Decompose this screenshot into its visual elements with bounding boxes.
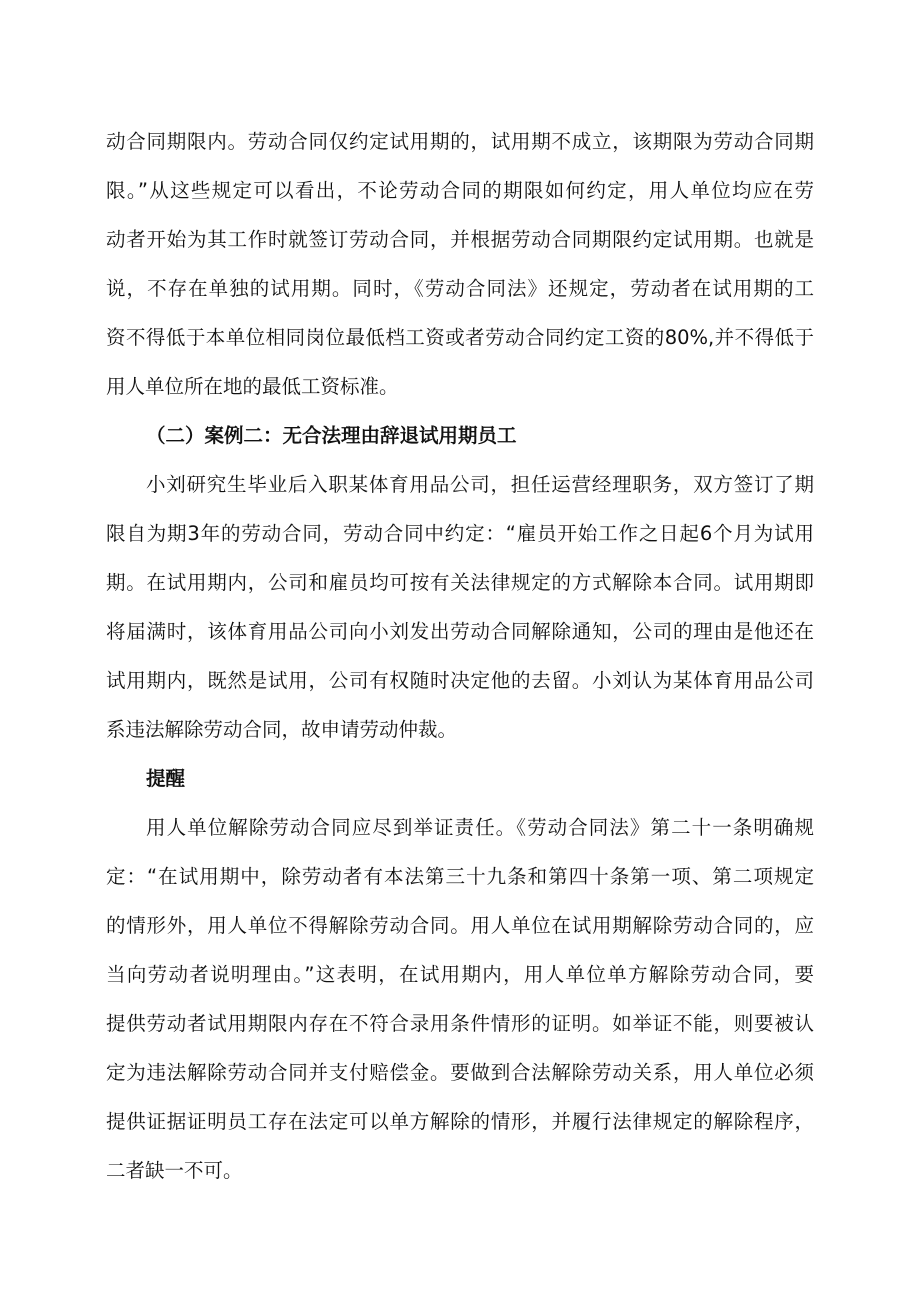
paragraph-line: 将届满时，该体育用品公司向小刘发出劳动合同解除通知，公司的理由是他还在 — [106, 620, 814, 643]
paragraph-line: 说，不存在单独的试用期。同时，《劳动合同法》还规定，劳动者在试用期的工 — [106, 277, 814, 300]
paragraph-line: 定为违法解除劳动合同并支付赔偿金。要做到合法解除劳动关系，用人单位必须 — [106, 1061, 814, 1084]
paragraph-line: 小刘研究生毕业后入职某体育用品公司，担任运营经理职务，双方签订了期 — [146, 473, 814, 496]
section-heading-reminder: 提醒 — [146, 767, 186, 790]
paragraph-line: 动者开始为其工作时就签订劳动合同，并根据劳动合同期限约定试用期。也就是 — [106, 228, 814, 251]
section-heading-case-2: （二）案例二：无合法理由辞退试用期员工 — [146, 424, 517, 447]
paragraph-line: 用人单位所在地的最低工资标准。 — [106, 375, 399, 398]
paragraph-line: 动合同期限内。劳动合同仅约定试用期的，试用期不成立，该期限为劳动合同期 — [106, 130, 814, 153]
paragraph-line: 的情形外，用人单位不得解除劳动合同。用人单位在试用期解除劳动合同的，应 — [106, 914, 814, 937]
paragraph-line: 提供劳动者试用期限内存在不符合录用条件情形的证明。如举证不能，则要被认 — [106, 1012, 814, 1035]
paragraph-line: 资不得低于本单位相同岗位最低档工资或者劳动合同约定工资的80%,并不得低于 — [106, 326, 814, 349]
paragraph-line: 当向劳动者说明理由。”这表明，在试用期内，用人单位单方解除劳动合同，要 — [106, 963, 814, 986]
paragraph-line: 期。在试用期内，公司和雇员均可按有关法律规定的方式解除本合同。试用期即 — [106, 571, 814, 594]
paragraph-line: 提供证据证明员工存在法定可以单方解除的情形，并履行法律规定的解除程序， — [106, 1110, 814, 1133]
paragraph-line: 试用期内，既然是试用，公司有权随时决定他的去留。小刘认为某体育用品公司 — [106, 669, 814, 692]
paragraph-line: 限自为期3年的劳动合同，劳动合同中约定：“雇员开始工作之日起6个月为试用 — [106, 522, 814, 545]
paragraph-line: 用人单位解除劳动合同应尽到举证责任。《劳动合同法》第二十一条明确规 — [146, 816, 814, 839]
paragraph-line: 系违法解除劳动合同，故申请劳动仲裁。 — [106, 718, 458, 741]
paragraph-line: 定：“在试用期中，除劳动者有本法第三十九条和第四十条第一项、第二项规定 — [106, 865, 814, 888]
paragraph-line: 限。”从这些规定可以看出，不论劳动合同的期限如何约定，用人单位均应在劳 — [106, 179, 814, 202]
paragraph-line: 二者缺一不可。 — [106, 1159, 243, 1182]
